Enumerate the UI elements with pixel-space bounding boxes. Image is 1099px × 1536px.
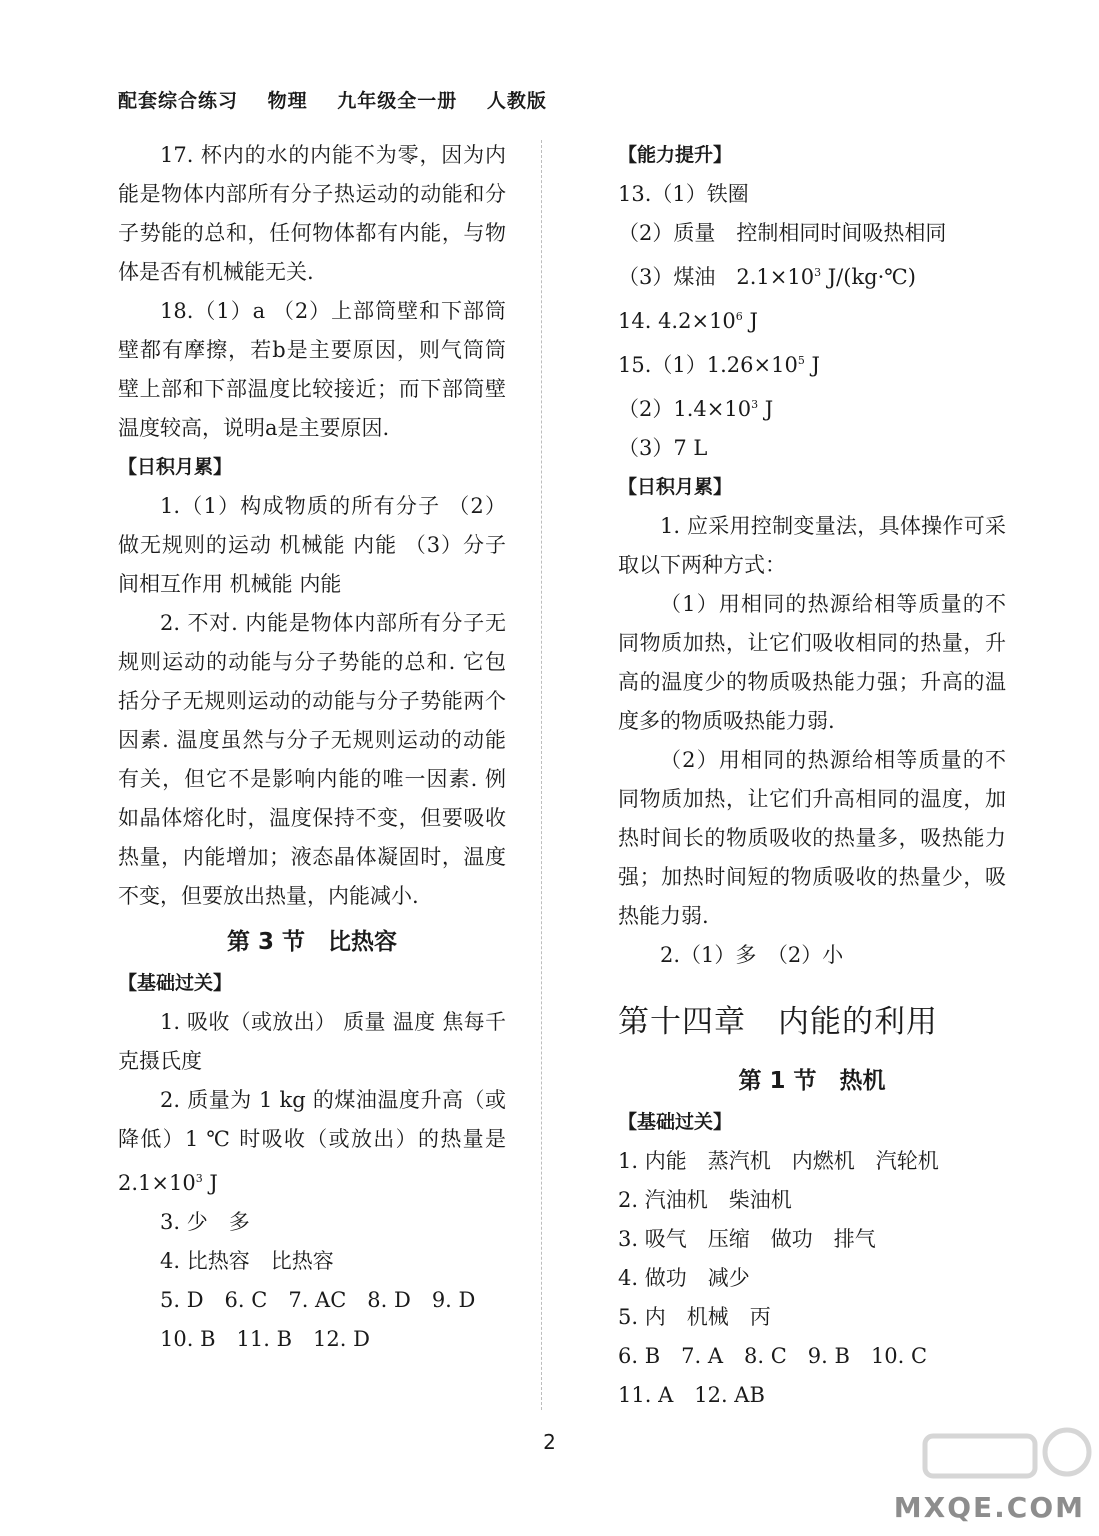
basic-answer-4: 4. 比热容 比热容 bbox=[160, 1249, 334, 1273]
heat-engine-answer-5: 5. 内 机械 丙 bbox=[618, 1305, 771, 1329]
page-number: 2 bbox=[543, 1430, 556, 1454]
answer-17: 17. 杯内的水的内能不为零，因为内能是物体内部所有分子热运动的动能和分子势能的总和，任何物体都有内能，与物体是否有机械能无关. bbox=[118, 143, 506, 284]
header-edition: 人教版 bbox=[486, 90, 547, 112]
riji-right-1: 1. 应采用控制变量法，具体操作可采取以下两种方式： bbox=[618, 514, 1006, 577]
answer-14 bbox=[618, 297, 1006, 341]
answer-15-1-unit: J bbox=[804, 353, 820, 377]
answer-13-2: （2）质量 控制相同时间吸热相同 bbox=[618, 221, 947, 245]
left-column bbox=[118, 136, 506, 1359]
answer-15-1 bbox=[618, 341, 1006, 385]
answer-13-3-unit: J/(kg·℃) bbox=[821, 265, 916, 289]
chapter-14-title: 第十四章 内能的利用 bbox=[618, 1004, 938, 1040]
answer-13-3-text: （3）煤油 2.1×10 bbox=[618, 265, 815, 289]
answer-14-unit: J bbox=[742, 309, 758, 333]
running-header bbox=[118, 86, 569, 113]
answer-15-1-exponent: 5 bbox=[797, 354, 805, 367]
heat-engine-answer-11-12: 11. A 12. AB bbox=[618, 1383, 765, 1407]
answer-13-3-exponent: 3 bbox=[814, 266, 822, 279]
basic-answer-3: 3. 少 多 bbox=[160, 1210, 250, 1234]
heat-engine-answer-2: 2. 汽油机 柴油机 bbox=[618, 1188, 792, 1212]
heat-engine-answer-1: 1. 内能 蒸汽机 内燃机 汽轮机 bbox=[618, 1149, 939, 1173]
riji-right-1a: （1）用相同的热源给相等质量的不同物质加热，让它们吸收相同的热量，升高的温度少的物质吸热能力强；升高的温度多的物质吸热能力弱. bbox=[618, 592, 1006, 733]
riji-right-1b: （2）用相同的热源给相等质量的不同物质加热，让它们升高相同的温度，加热时间长的物质吸收的热量多，吸热能力强；加热时间短的物质吸收的热量少，吸热能力弱. bbox=[618, 748, 1006, 928]
basic-answer-5-9: 5. D 6. C 7. AC 8. D 9. D bbox=[160, 1288, 476, 1312]
answer-15-2-unit: J bbox=[758, 397, 774, 421]
basic-answer-10-12: 10. B 11. B 12. D bbox=[160, 1327, 370, 1351]
section-1-title: 第 1 节 热机 bbox=[738, 1068, 886, 1094]
heat-engine-answer-4: 4. 做功 减少 bbox=[618, 1266, 750, 1290]
answer-15-2-text: （2）1.4×10 bbox=[618, 397, 752, 421]
label-jichu-left: 【基础过关】 bbox=[118, 972, 233, 994]
answer-18: 18.（1）a （2）上部筒壁和下部筒壁都有摩擦，若b是主要原因，则气筒筒壁上部和下部温度比较接近；而下部筒壁温度较高，说明a是主要原因. bbox=[118, 299, 506, 440]
header-book: 配套综合练习 bbox=[118, 90, 239, 112]
heat-engine-answer-3: 3. 吸气 压缩 做功 排气 bbox=[618, 1227, 876, 1251]
basic-answer-2-exponent: 3 bbox=[195, 1172, 203, 1185]
riji-right-2: 2.（1）多 （2）小 bbox=[660, 943, 844, 967]
basic-answer-2-text: 2. 质量为 1 kg 的煤油温度升高（或降低）1 ℃ 时吸收（或放出）的热量是 2.1×10 bbox=[118, 1088, 506, 1195]
label-riji-left: 【日积月累】 bbox=[118, 456, 233, 478]
right-column bbox=[618, 136, 1006, 1415]
header-grade: 九年级全一册 bbox=[337, 90, 458, 112]
answer-14-exponent: 6 bbox=[735, 310, 743, 323]
answer-15-1-text: 15.（1）1.26×10 bbox=[618, 353, 798, 377]
heat-engine-answer-6-10: 6. B 7. A 8. C 9. B 10. C bbox=[618, 1344, 928, 1368]
riji-answer-1: 1.（1）构成物质的所有分子 （2）做无规则的运动 机械能 内能 （3）分子间相互作用 机械能 内能 bbox=[118, 494, 506, 596]
answer-14-text: 14. 4.2×10 bbox=[618, 309, 736, 333]
answer-15-2 bbox=[618, 385, 1006, 429]
label-nengli: 【能力提升】 bbox=[618, 144, 733, 166]
basic-answer-1: 1. 吸收（或放出） 质量 温度 焦每千克摄氏度 bbox=[118, 1010, 506, 1073]
watermark-site: MXQE.COM bbox=[893, 1491, 1085, 1524]
label-riji-right: 【日积月累】 bbox=[618, 476, 733, 498]
section-3-title: 第 3 节 比热容 bbox=[226, 929, 398, 955]
basic-answer-2 bbox=[118, 1081, 506, 1203]
header-subject: 物理 bbox=[267, 90, 308, 112]
answer-13-1: 13.（1）铁圈 bbox=[618, 182, 749, 206]
column-divider bbox=[541, 140, 542, 1410]
riji-answer-2: 2. 不对. 内能是物体内部所有分子无规则运动的动能与分子势能的总和. 它包括分子无规则运动的动能与分子势能两个因素. 温度虽然与分子无规则运动的动能有关，但它不是影响内能的唯一因素. 例如晶体熔化时，温度保持不变，但要吸收热量，内能增加；液态晶体凝固时，温度不变，但要放出热量，内能减小. bbox=[118, 611, 506, 908]
label-jichu-right: 【基础过关】 bbox=[618, 1111, 733, 1133]
answer-15-3: （3）7 L bbox=[618, 436, 708, 460]
basic-answer-2-unit: J bbox=[202, 1171, 218, 1195]
answer-13-3 bbox=[618, 253, 1006, 297]
answer-15-2-exponent: 3 bbox=[751, 398, 759, 411]
